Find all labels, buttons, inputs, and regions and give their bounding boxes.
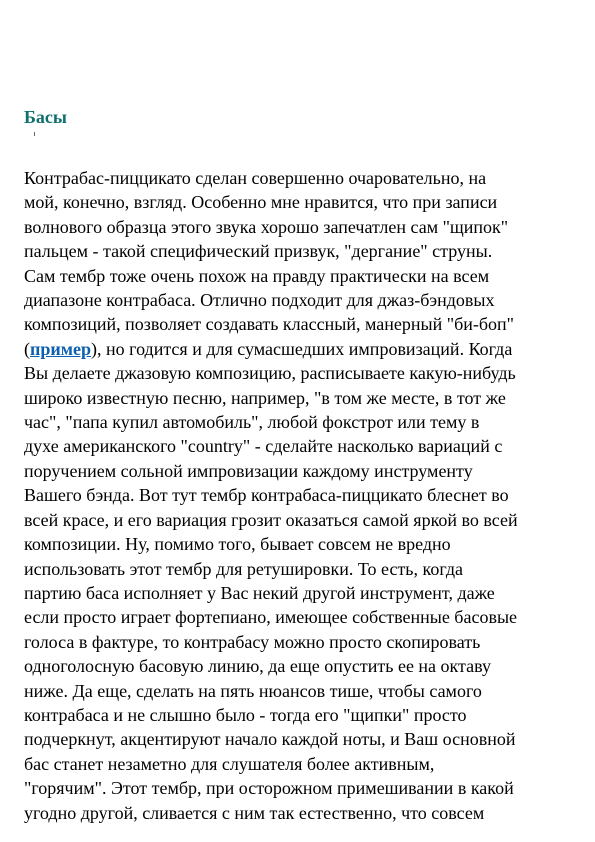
- text-fragment: ), но годится и для сумасшедших импровизаций. Когда: [91, 338, 513, 359]
- text-line: пальцем - такой специфический призвук, "дергание" струны.: [24, 241, 493, 262]
- text-line: бас станет незаметно для слушателя более активным,: [24, 753, 435, 774]
- text-line: угодно другой, сливается с ним так естественно, что совсем: [24, 802, 485, 823]
- text-line-with-link: [24, 337, 572, 361]
- page-title: Басы: [24, 107, 67, 127]
- text-line: Вы делаете джазовую композицию, расписываете какую-нибудь: [24, 363, 516, 384]
- text-line: поручением сольной импровизации каждому инструменту: [24, 460, 473, 481]
- text-line: Вашего бэнда. Вот тут тембр контрабаса-пиццикато блеснет во: [24, 485, 509, 506]
- text-line: одноголосную басовую линию, да еще опустить ее на октаву: [24, 656, 492, 677]
- text-line: контрабаса и не слышно было - тогда его "щипки" просто: [24, 704, 467, 725]
- text-fragment: (: [24, 338, 30, 359]
- text-line: духе американского "country" - сделайте насколько вариаций с: [24, 436, 503, 457]
- text-line: волнового образца этого звука хорошо запечатлен сам "щипок": [24, 216, 509, 237]
- article-body: [24, 166, 572, 825]
- text-line: композиций, позволяет создавать классный, манерный "би-боп": [24, 314, 514, 335]
- text-line: широко известную песню, например, "в том же месте, в тот же: [24, 387, 506, 408]
- text-line: ниже. Да еще, сделать на пять нюансов тише, чтобы самого: [24, 680, 482, 701]
- text-line: подчеркнут, акцентируют начало каждой ноты, и Ваш основной: [24, 729, 516, 750]
- text-line: всей красе, и его вариация грозит оказаться самой яркой во всей: [24, 509, 518, 530]
- text-line: Сам тембр тоже очень похож на правду практически на всем: [24, 265, 490, 286]
- text-line: композиции. Ну, помимо того, бывает совсем не вредно: [24, 534, 451, 555]
- text-line: час", "папа купил автомобиль", любой фокстрот или тему в: [24, 412, 480, 433]
- text-line: партию баса исполняет у Вас некий другой инструмент, даже: [24, 582, 495, 603]
- text-line: Контрабас-пиццикато сделан совершенно очаровательно, на: [24, 168, 487, 188]
- example-link[interactable]: пример: [30, 338, 92, 359]
- text-line: диапазоне контрабаса. Отлично подходит для джаз-бэндовых: [24, 290, 495, 311]
- text-line: "горячим". Этот тембр, при осторожном примешивании в какой: [24, 778, 514, 799]
- text-line: если просто играет фортепиано, имеющее собственные басовые: [24, 607, 518, 628]
- text-line: голоса в фактуре, то контрабасу можно просто скопировать: [24, 631, 481, 652]
- text-line: мой, конечно, взгляд. Особенно мне нравится, что при записи: [24, 192, 498, 213]
- text-line: использовать этот тембр для ретушировки. То есть, когда: [24, 558, 463, 579]
- separator-mark: [34, 132, 35, 136]
